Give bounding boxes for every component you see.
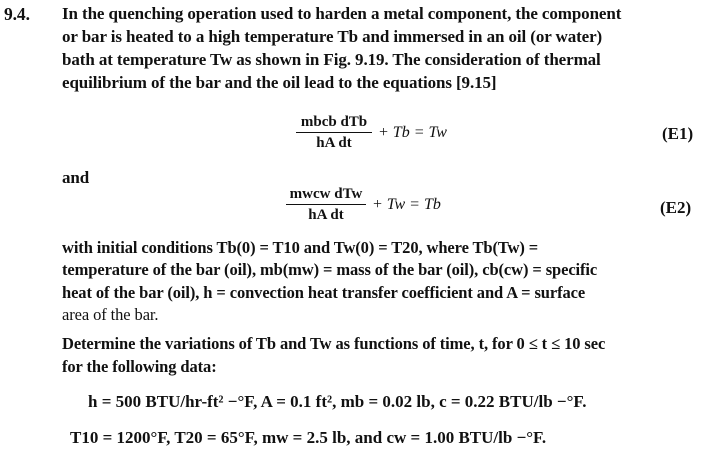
task-line-2: for the following data: [62,357,217,376]
equation-2-denominator: hA dt [308,207,344,223]
equation-1-rhs: + Tb = Tw [378,124,447,141]
equation-2-label: (E2) [660,198,692,217]
equation-1-label: (E1) [662,124,694,143]
definitions-line-4: area of the bar. [62,305,159,324]
equation-2-rhs: + Tw = Tb [372,196,441,213]
intro-line-1: In the quenching operation used to harden a metal component, the component [62,4,622,23]
data-line-2: T10 = 1200°F, T20 = 65°F, mw = 2.5 lb, and cw = 1.00 BTU/lb −°F. [70,428,547,447]
data-line-1: h = 500 BTU/hr-ft² −°F, A = 0.1 ft², mb = 0.02 lb, c = 0.22 BTU/lb −°F. [88,392,587,411]
equation-1-denominator: hA dt [316,135,352,151]
equation-2-fraction [286,184,366,225]
problem-number: 9.4. [4,4,30,24]
task-line-1: Determine the variations of Tb and Tw as functions of time, t, for 0 ≤ t ≤ 10 sec [62,334,606,353]
definitions-line-1: with initial conditions Tb(0) = T10 and Tw(0) = T20, where Tb(Tw) = [62,238,539,257]
definitions-line-3: heat of the bar (oil), h = convection heat transfer coefficient and A = surface [62,283,586,302]
equation-2-numerator: mwcw dTw [286,184,366,205]
intro-line-2: or bar is heated to a high temperature Tb and immersed in an oil (or water) [62,27,603,46]
connector-text: and [62,168,90,187]
intro-line-3: bath at temperature Tw as shown in Fig. 9.19. The consideration of thermal [62,50,601,69]
definitions-line-2: temperature of the bar (oil), mb(mw) = mass of the bar (oil), cb(cw) = specific [62,260,598,279]
equation-1-numerator: mbcb dTb [296,112,372,133]
intro-line-4: equilibrium of the bar and the oil lead to the equations [9.15] [62,73,497,92]
equation-1-fraction [296,112,372,153]
